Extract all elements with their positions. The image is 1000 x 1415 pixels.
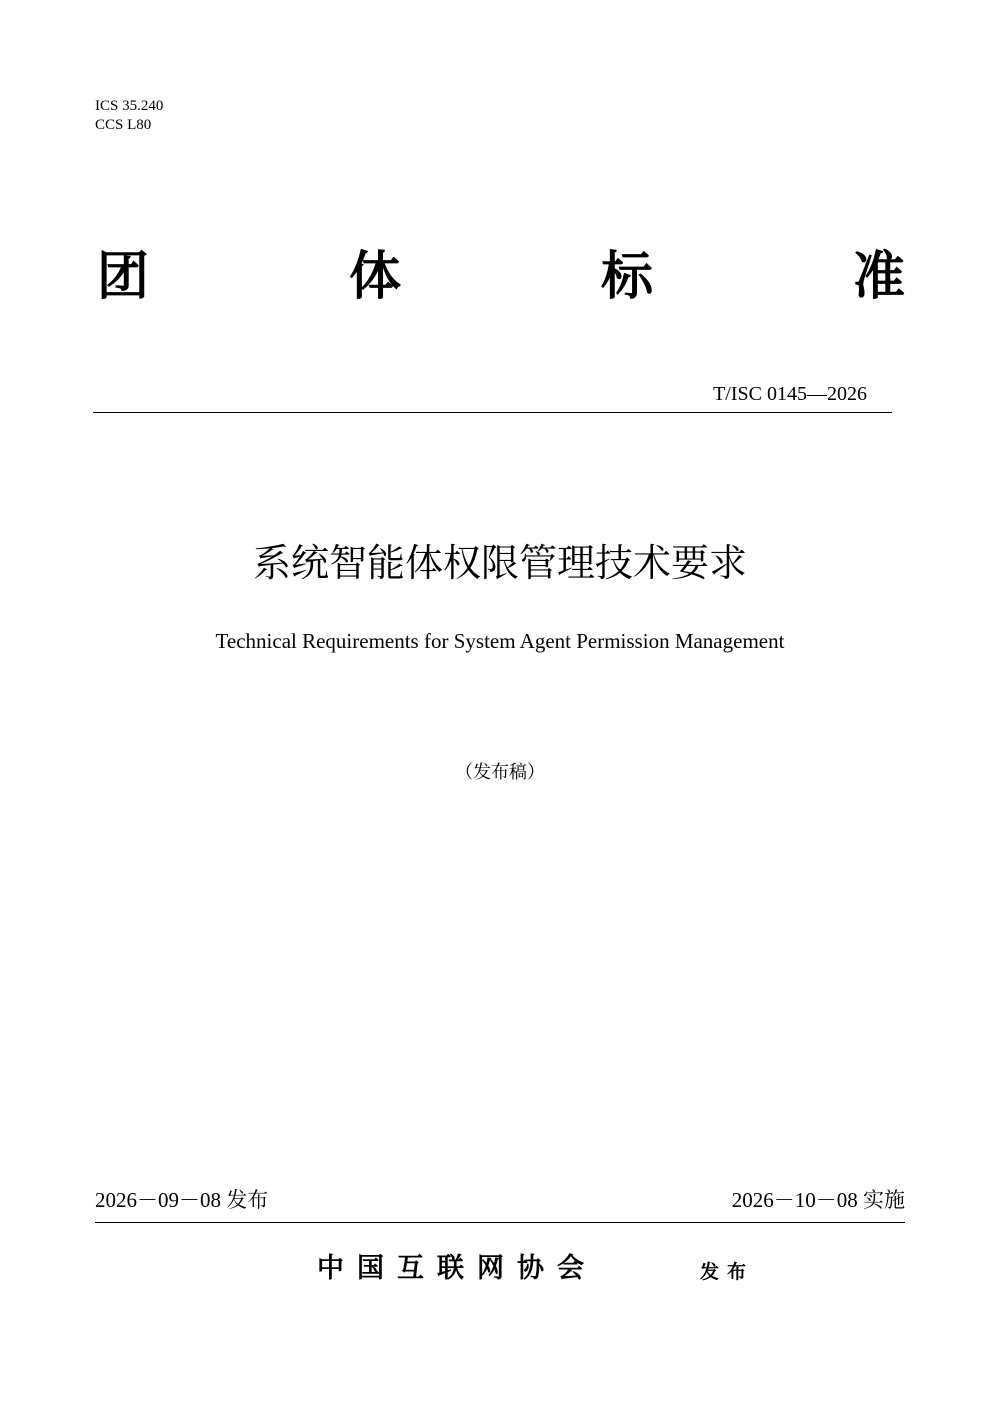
- category-char-2: 体: [348, 247, 401, 307]
- publish-verb: 发布: [700, 1261, 755, 1283]
- category-char-4: 准: [852, 247, 905, 307]
- effective-date: 2026－10－08 实施: [731, 1188, 905, 1212]
- top-divider: [93, 412, 892, 413]
- title-chinese: 系统智能体权限管理技术要求: [252, 541, 747, 585]
- standard-number: T/ISC 0145—2026: [713, 383, 867, 405]
- standard-category-banner: [97, 245, 905, 309]
- title-english: Technical Requirements for System Agent Permission Management: [215, 629, 785, 653]
- ics-code: ICS 35.240: [95, 98, 164, 114]
- bottom-divider: [95, 1222, 905, 1223]
- category-char-3: 标: [600, 247, 653, 307]
- category-char-1: 团: [97, 247, 150, 307]
- classification-codes: [95, 97, 163, 135]
- draft-status-label: （发布稿）: [455, 762, 545, 783]
- ccs-code: CCS L80: [95, 117, 152, 133]
- release-date: 2026－09－08 发布: [95, 1188, 269, 1212]
- publisher-name: 中国互联网协会: [317, 1253, 597, 1284]
